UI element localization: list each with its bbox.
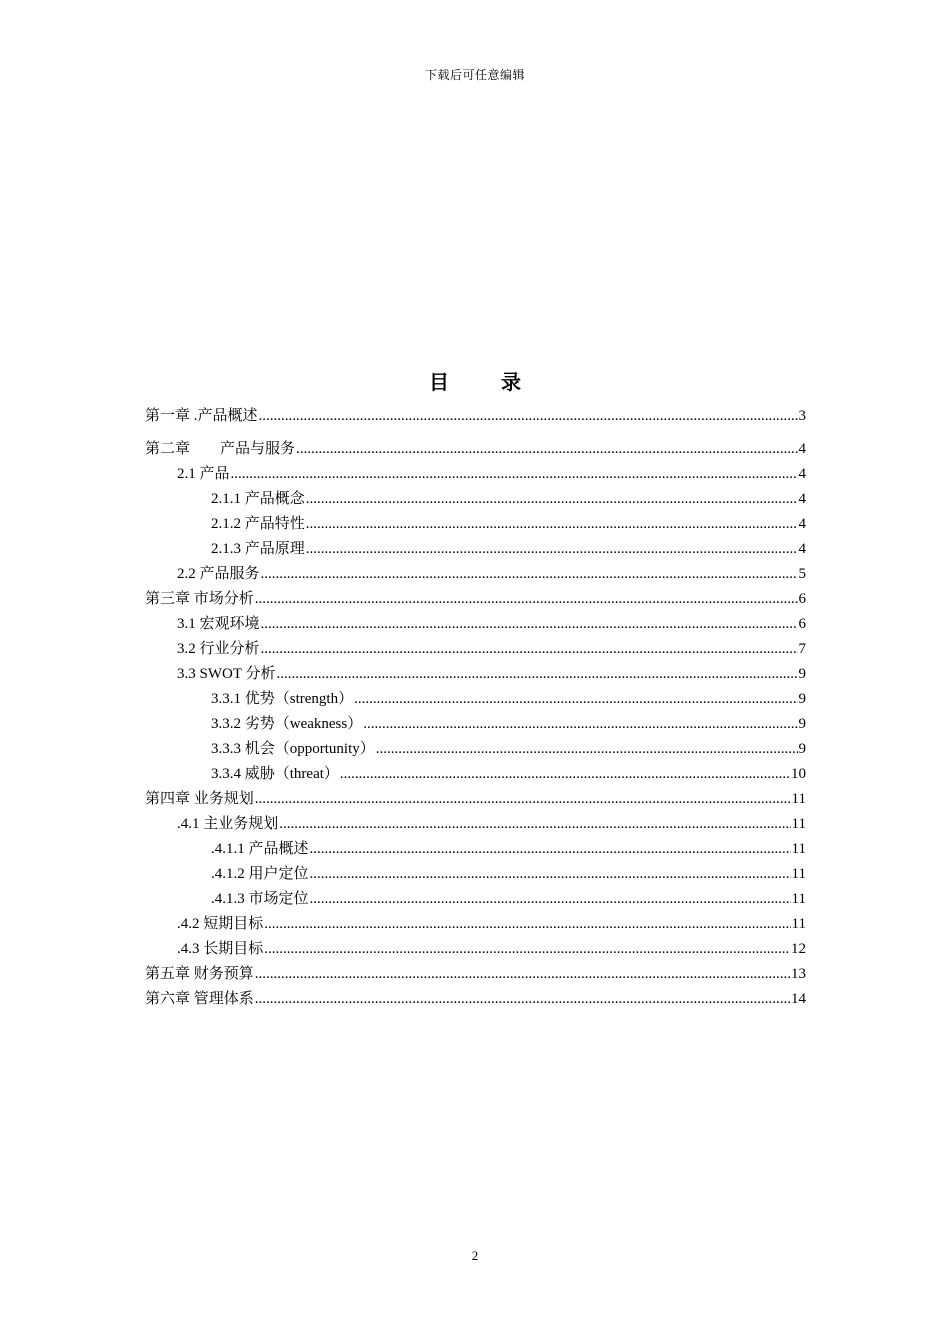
toc-entry-chapter-5[interactable] bbox=[145, 962, 806, 987]
toc-leader-dots bbox=[310, 837, 791, 862]
toc-leader-dots bbox=[310, 862, 791, 887]
toc-entry-page: 4 bbox=[798, 441, 806, 457]
toc-entry-3-3-1[interactable] bbox=[145, 687, 806, 712]
toc-entry-page: 13 bbox=[791, 966, 806, 982]
toc-entry-chapter-1[interactable] bbox=[145, 404, 806, 429]
toc-entry-2-1-2[interactable] bbox=[145, 512, 806, 537]
page-header: 下载后可任意编辑 bbox=[424, 68, 525, 82]
toc-entry-3-1[interactable] bbox=[145, 612, 806, 637]
toc-entry-label: 2.1 产品 bbox=[177, 466, 230, 482]
toc-entry-3-3[interactable] bbox=[145, 662, 806, 687]
toc-entry-page: 9 bbox=[798, 716, 806, 732]
toc-entry-label: 第二章 产品与服务 bbox=[145, 441, 296, 457]
toc-leader-dots bbox=[340, 762, 790, 787]
toc-entry-3-3-2[interactable] bbox=[145, 712, 806, 737]
toc-entry-4-1-2[interactable] bbox=[145, 862, 806, 887]
toc-entry-3-2[interactable] bbox=[145, 637, 806, 662]
toc-entry-label: 2.1.2 产品特性 bbox=[211, 516, 305, 532]
toc-entry-label: 3.3.4 威胁（threat） bbox=[211, 766, 339, 782]
toc-entry-page: 14 bbox=[791, 991, 806, 1007]
toc-leader-dots bbox=[261, 612, 798, 637]
toc-entry-page: 6 bbox=[798, 591, 806, 607]
toc-leader-dots bbox=[255, 962, 790, 987]
toc-entry-chapter-3[interactable] bbox=[145, 587, 806, 612]
toc-entry-2-2[interactable] bbox=[145, 562, 806, 587]
toc-entry-label: 3.2 行业分析 bbox=[177, 641, 260, 657]
toc-entry-label: .4.1.2 用户定位 bbox=[211, 866, 309, 882]
toc-entry-label: .4.1.3 市场定位 bbox=[211, 891, 309, 907]
toc-title bbox=[0, 366, 950, 395]
toc-entry-label: 3.3.1 优势（strength） bbox=[211, 691, 354, 707]
toc-entry-page: 11 bbox=[791, 816, 806, 832]
toc-entry-label: .4.1 主业务规划 bbox=[177, 816, 279, 832]
toc-leader-dots bbox=[306, 487, 798, 512]
toc-entry-4-1-1[interactable] bbox=[145, 837, 806, 862]
toc-leader-dots bbox=[279, 812, 790, 837]
toc-entry-label: .4.2 短期目标 bbox=[177, 916, 264, 932]
toc-leader-dots bbox=[306, 537, 798, 562]
toc-entry-label: 2.1.3 产品原理 bbox=[211, 541, 305, 557]
toc-leader-dots bbox=[310, 887, 791, 912]
toc-leader-dots bbox=[259, 404, 798, 429]
toc-entry-page: 11 bbox=[791, 916, 806, 932]
toc-entry-4-3[interactable] bbox=[145, 937, 806, 962]
toc-entry-page: 11 bbox=[791, 866, 806, 882]
toc-entry-label: 3.3.2 劣势（weakness） bbox=[211, 716, 363, 732]
toc-entry-label: 第六章 管理体系 bbox=[145, 991, 254, 1007]
toc-entry-label: 3.1 宏观环境 bbox=[177, 616, 260, 632]
toc-entry-chapter-4[interactable] bbox=[145, 787, 806, 812]
toc-leader-dots bbox=[376, 737, 798, 762]
toc-leader-dots bbox=[264, 937, 790, 962]
toc-entry-2-1-1[interactable] bbox=[145, 487, 806, 512]
toc-entry-chapter-2[interactable] bbox=[145, 437, 806, 462]
toc-entry-page: 11 bbox=[791, 791, 806, 807]
toc-entry-4-1-3[interactable] bbox=[145, 887, 806, 912]
toc-entry-page: 4 bbox=[798, 491, 806, 507]
toc-leader-dots bbox=[255, 787, 791, 812]
toc-leader-dots bbox=[276, 662, 797, 687]
toc-entry-page: 4 bbox=[798, 516, 806, 532]
toc-entry-page: 11 bbox=[791, 891, 806, 907]
toc-entry-label: 第五章 财务预算 bbox=[145, 966, 254, 982]
toc-leader-dots bbox=[255, 587, 798, 612]
toc-leader-dots bbox=[255, 987, 790, 1012]
page-number: 2 bbox=[471, 1248, 479, 1263]
toc-entry-page: 9 bbox=[798, 691, 806, 707]
toc-entry-page: 4 bbox=[798, 541, 806, 557]
toc-entry-label: 2.2 产品服务 bbox=[177, 566, 260, 582]
toc-title-right: 录 bbox=[501, 372, 521, 394]
toc-entry-label: .4.1.1 产品概述 bbox=[211, 841, 309, 857]
toc-entry-label: 3.3 SWOT 分析 bbox=[177, 666, 276, 682]
toc-entry-2-1[interactable] bbox=[145, 462, 806, 487]
toc-entry-chapter-6[interactable] bbox=[145, 987, 806, 1012]
toc-leader-dots bbox=[261, 562, 798, 587]
toc-leader-dots bbox=[306, 512, 798, 537]
toc-entry-2-1-3[interactable] bbox=[145, 537, 806, 562]
toc-entry-page: 9 bbox=[798, 666, 806, 682]
toc-entry-label: 第一章 .产品概述 bbox=[145, 408, 258, 424]
toc-entry-page: 10 bbox=[791, 766, 806, 782]
toc-entry-3-3-4[interactable] bbox=[145, 762, 806, 787]
toc-leader-dots bbox=[296, 437, 797, 462]
toc-leader-dots bbox=[231, 462, 798, 487]
toc-entry-label: 2.1.1 产品概念 bbox=[211, 491, 305, 507]
toc-entry-page: 11 bbox=[791, 841, 806, 857]
toc-entry-3-3-3[interactable] bbox=[145, 737, 806, 762]
toc-entry-label: 3.3.3 机会（opportunity） bbox=[211, 741, 375, 757]
table-of-contents bbox=[145, 404, 806, 1012]
toc-entry-page: 3 bbox=[798, 408, 806, 424]
toc-entry-page: 7 bbox=[798, 641, 806, 657]
toc-entry-page: 9 bbox=[798, 741, 806, 757]
toc-title-left: 目 bbox=[429, 372, 449, 394]
toc-entry-4-1[interactable] bbox=[145, 812, 806, 837]
toc-entry-page: 5 bbox=[798, 566, 806, 582]
toc-leader-dots bbox=[261, 637, 798, 662]
toc-entry-page: 12 bbox=[791, 941, 806, 957]
toc-leader-dots bbox=[264, 912, 790, 937]
toc-entry-4-2[interactable] bbox=[145, 912, 806, 937]
toc-entry-label: 第四章 业务规划 bbox=[145, 791, 254, 807]
toc-entry-page: 4 bbox=[798, 466, 806, 482]
toc-leader-dots bbox=[363, 712, 797, 737]
toc-entry-page: 6 bbox=[798, 616, 806, 632]
toc-leader-dots bbox=[354, 687, 797, 712]
toc-entry-label: 第三章 市场分析 bbox=[145, 591, 254, 607]
toc-entry-label: .4.3 长期目标 bbox=[177, 941, 264, 957]
